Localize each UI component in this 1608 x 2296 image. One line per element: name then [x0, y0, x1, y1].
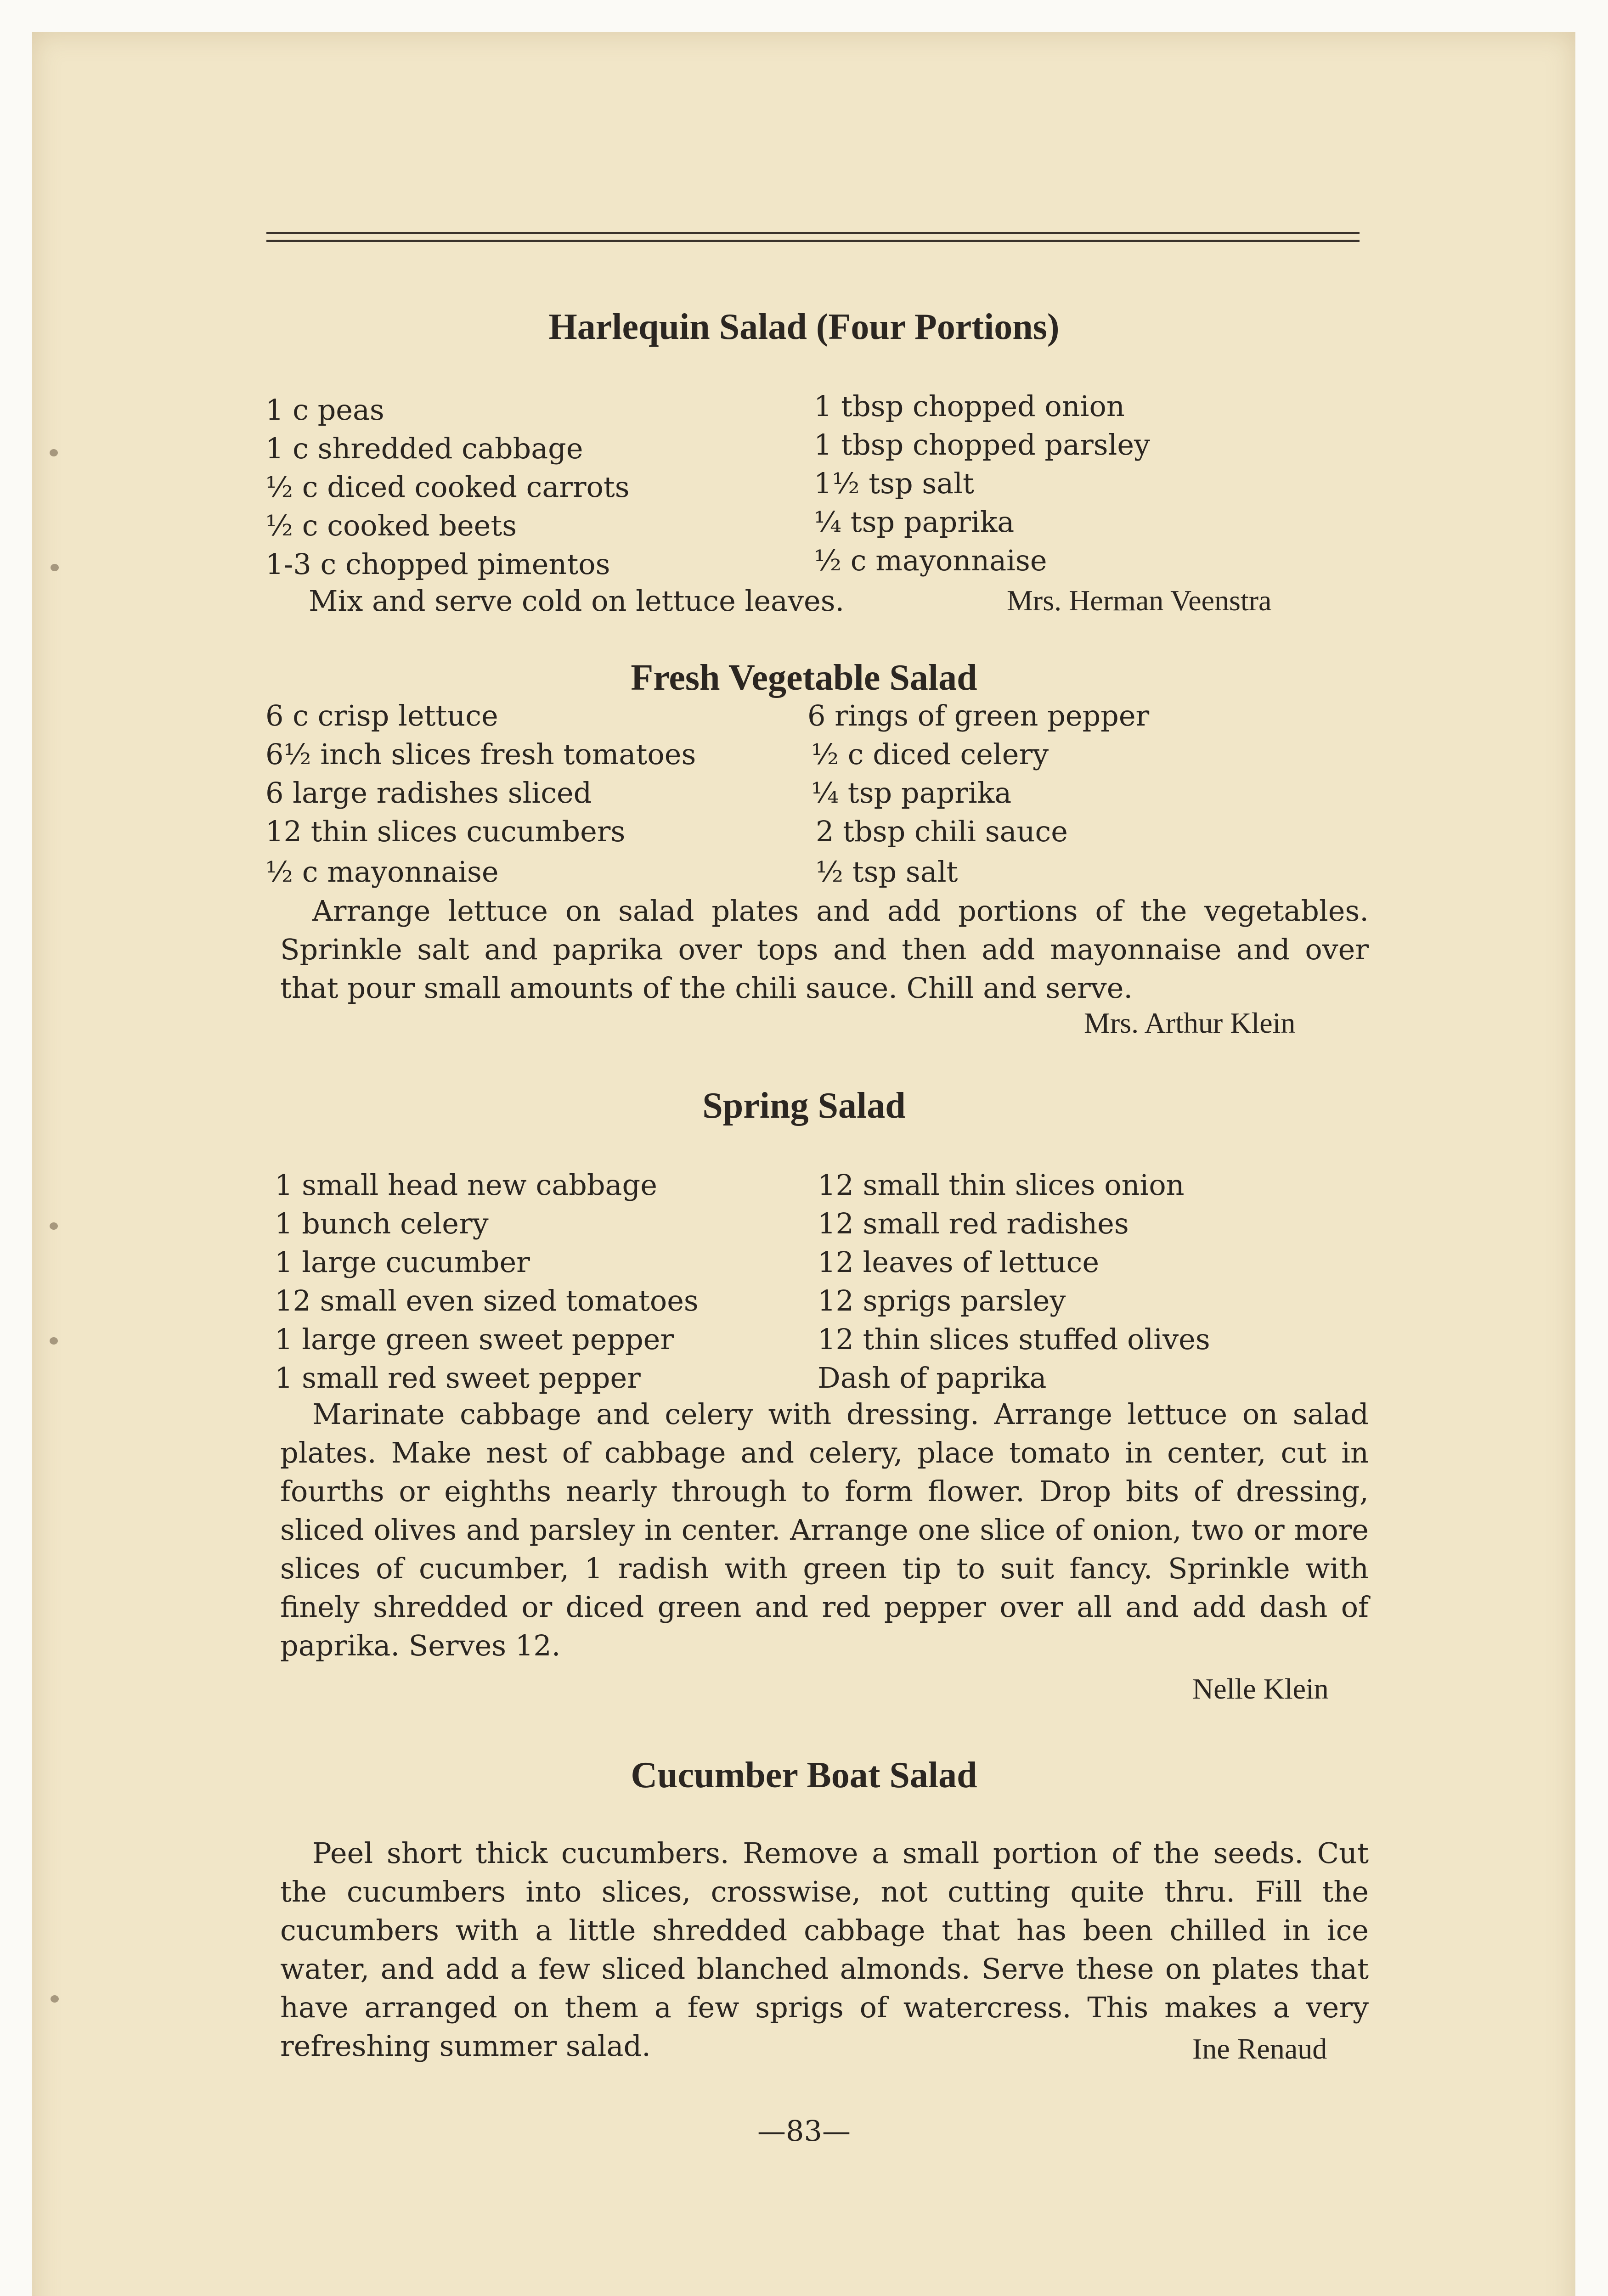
- harlequin-title: Harlequin Salad (Four Portions): [548, 307, 1060, 347]
- spring-ingredient-right-2: 12 small red radishes: [818, 1207, 1129, 1240]
- harlequin-ingredient-left-2: 1 c shredded cabbage: [265, 432, 583, 465]
- harlequin-author: Mrs. Herman Veenstra: [1007, 584, 1272, 617]
- fresh-ingredient-right-4: 2 tbsp chili sauce: [816, 815, 1068, 848]
- cucumber-boat-directions: Peel short thick cucumbers. Remove a small portion of the seeds. Cut the cucumbers into slices, crosswise, not cutting quite thru. Fill the cucumbers with a little shredded cabbage that has been chilled in ice water, and add a few sliced blanched almonds. Serve these on plates that have arranged on them a few sprigs of watercress. This makes a very refreshing summer salad.: [280, 1836, 1369, 2063]
- binding-hole: [50, 1222, 58, 1230]
- spring-ingredient-right-5: 12 thin slices stuffed olives: [818, 1322, 1210, 1356]
- spring-ingredient-left-5: 1 large green sweet pepper: [275, 1322, 674, 1356]
- harlequin-ingredient-right-4: ¼ tsp paprika: [814, 505, 1015, 539]
- harlequin-ingredient-left-3: ½ c diced cooked carrots: [265, 470, 630, 504]
- fresh-ingredient-left-5: ½ c mayonnaise: [265, 855, 499, 889]
- fresh-ingredient-left-4: 12 thin slices cucumbers: [265, 815, 626, 848]
- spring-directions: Marinate cabbage and celery with dressing. Arrange lettuce on salad plates. Make nest of cabbage and celery, place tomato in center, cut in fourths or eighths nearly through to form flower. Drop bits of dressing, sliced olives and parsley in center. Arrange one slice of onion, two or more slices of cucumber, 1 radish with green tip to suit fancy. Sprinkle with finely shredded or diced green and red pepper over all and add dash of paprika. Serves 12.: [280, 1397, 1369, 1662]
- top-rule-lower: [266, 240, 1360, 242]
- fresh-ingredient-right-2: ½ c diced celery: [811, 737, 1049, 771]
- page-number: —83—: [757, 2114, 851, 2148]
- spring-ingredient-right-6: Dash of paprika: [818, 1361, 1047, 1395]
- harlequin-ingredient-right-3: 1½ tsp salt: [814, 467, 974, 500]
- fresh-ingredient-left-1: 6 c crisp lettuce: [265, 699, 498, 732]
- binding-hole: [51, 564, 59, 571]
- spring-ingredient-left-6: 1 small red sweet pepper: [275, 1361, 641, 1395]
- fresh-ingredient-right-3: ¼ tsp paprika: [811, 776, 1012, 810]
- fresh-vegetable-author: Mrs. Arthur Klein: [1084, 1007, 1296, 1039]
- binding-hole: [51, 1995, 59, 2003]
- spring-ingredient-left-4: 12 small even sized tomatoes: [275, 1284, 699, 1317]
- binding-hole: [50, 1337, 58, 1345]
- harlequin-ingredient-right-1: 1 tbsp chopped onion: [814, 389, 1125, 423]
- harlequin-ingredient-left-5: 1-3 c chopped pimentos: [265, 547, 610, 581]
- binding-hole: [50, 449, 58, 456]
- spring-ingredient-right-1: 12 small thin slices onion: [818, 1168, 1185, 1202]
- cucumber-boat-title: Cucumber Boat Salad: [631, 1755, 977, 1795]
- spring-author: Nelle Klein: [1192, 1672, 1329, 1705]
- top-rule-upper: [266, 232, 1360, 234]
- spring-ingredient-left-2: 1 bunch celery: [275, 1207, 489, 1240]
- fresh-ingredient-left-2: 6½ inch slices fresh tomatoes: [265, 737, 696, 771]
- harlequin-ingredient-left-1: 1 c peas: [265, 393, 384, 427]
- spring-ingredient-left-3: 1 large cucumber: [275, 1245, 530, 1279]
- harlequin-ingredient-right-5: ½ c mayonnaise: [814, 544, 1047, 577]
- fresh-vegetable-title: Fresh Vegetable Salad: [631, 658, 977, 698]
- spring-ingredient-left-1: 1 small head new cabbage: [275, 1168, 657, 1202]
- harlequin-instruction: Mix and serve cold on lettuce leaves.: [309, 584, 845, 618]
- spring-ingredient-right-3: 12 leaves of lettuce: [818, 1245, 1100, 1279]
- fresh-ingredient-right-1: 6 rings of green pepper: [807, 699, 1150, 732]
- harlequin-ingredient-right-2: 1 tbsp chopped parsley: [814, 428, 1151, 461]
- fresh-ingredient-left-3: 6 large radishes sliced: [265, 776, 592, 810]
- cucumber-boat-author: Ine Renaud: [1192, 2032, 1327, 2065]
- spring-ingredient-right-4: 12 sprigs parsley: [818, 1284, 1066, 1317]
- harlequin-ingredient-left-4: ½ c cooked beets: [265, 509, 517, 542]
- fresh-ingredient-right-5: ½ tsp salt: [816, 855, 958, 889]
- fresh-vegetable-directions: Arrange lettuce on salad plates and add portions of the vegetables. Sprinkle salt and paprika over tops and then add mayonnaise and over that pour small amounts of the chili sauce. Chill and serve.: [280, 894, 1369, 1005]
- spring-title: Spring Salad: [702, 1086, 906, 1126]
